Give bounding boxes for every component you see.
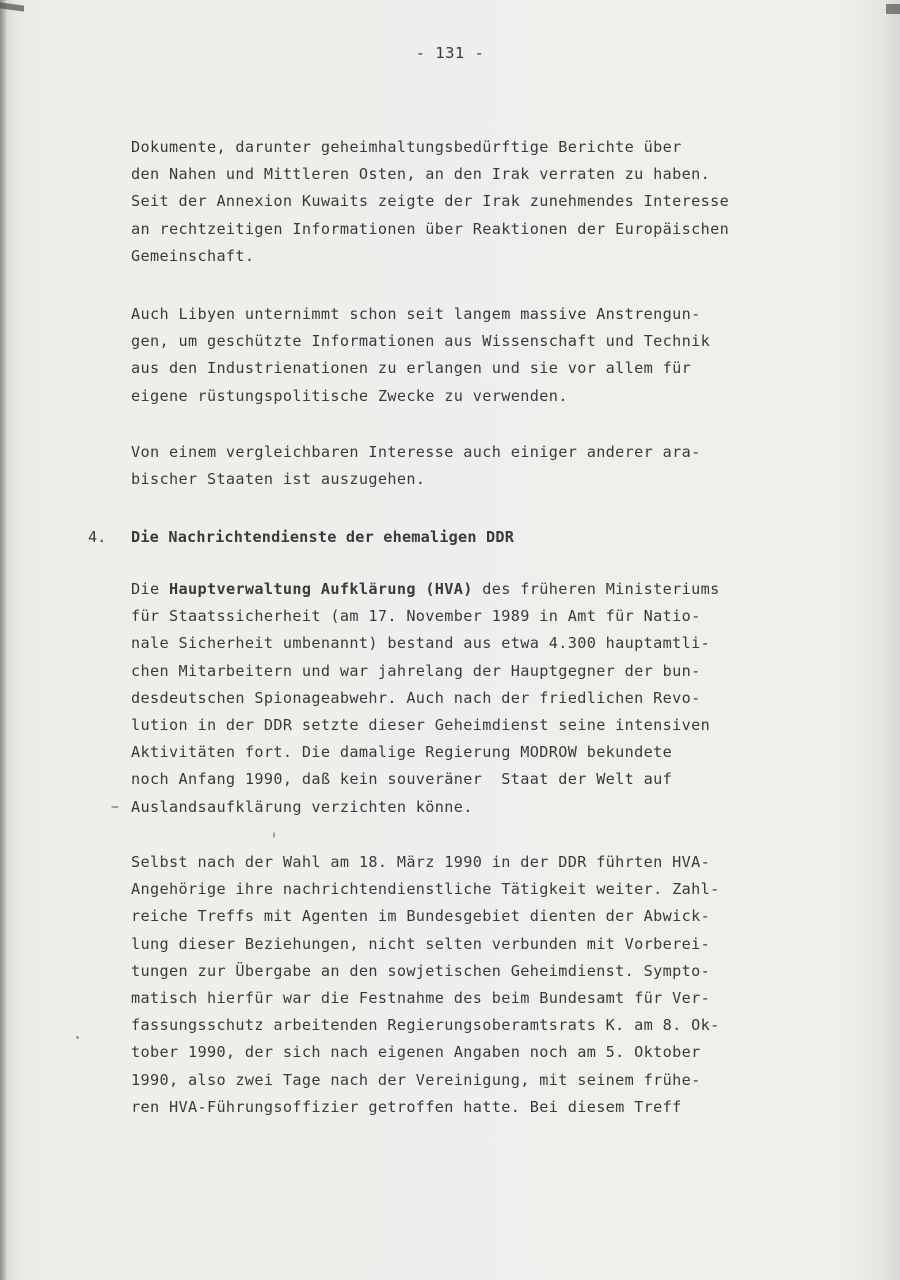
text-line: reiche Treffs mit Agenten im Bundesgebiet dienten der Abwick- — [131, 907, 711, 926]
text-line: eigene rüstungspolitische Zwecke zu verwenden. — [131, 386, 568, 405]
text-line: Selbst nach der Wahl am 18. März 1990 in der DDR führten HVA- — [131, 853, 711, 871]
text-line: den Nahen und Mittleren Osten, an den Irak verraten zu haben. — [131, 165, 711, 184]
text-line: Gemeinschaft. — [131, 246, 255, 265]
text-line: aus den Industrienationen zu erlangen und sie vor allem für — [131, 359, 692, 378]
text-line: 1990, also zwei Tage nach der Vereinigung, mit seinem frühe- — [131, 1070, 701, 1089]
text-line: gen, um geschützte Informationen aus Wissenschaft und Technik — [131, 332, 711, 351]
text-line: lung dieser Beziehungen, nicht selten verbunden mit Vorberei- — [131, 934, 711, 953]
text-line: tungen zur Übergabe an den sowjetischen Geheimdienst. Sympto- — [131, 961, 711, 980]
text-line: Auch Libyen unternimmt schon seit langem massive Anstrengun- — [131, 305, 701, 323]
text-line: für Staatssicherheit (am 17. November 1989 in Amt für Natio- — [131, 607, 701, 626]
text-line: Von einem vergleichbaren Interesse auch einiger anderer ara- — [131, 443, 701, 461]
scan-speck — [76, 1036, 79, 1039]
page-number: - 131 - — [415, 44, 485, 62]
section-paragraph-1 — [131, 576, 831, 821]
text-line: ren HVA-Führungsoffizier getroffen hatte. Bei diesem Treff — [131, 1097, 682, 1116]
text-line: noch Anfang 1990, daß kein souveräner Staat der Welt auf — [131, 770, 673, 789]
scan-speck — [273, 832, 275, 838]
text-line: matisch hierfür war die Festnahme des beim Bundesamt für Ver- — [131, 989, 711, 1008]
paragraph-2 — [131, 301, 831, 410]
text-line: desdeutschen Spionageabwehr. Auch nach der friedlichen Revo- — [131, 688, 701, 707]
page-left-edge — [0, 0, 6, 1280]
text-line: tober 1990, der sich nach eigenen Angaben noch am 5. Oktober — [131, 1043, 701, 1062]
scan-corner-mark-right — [886, 4, 900, 14]
scan-speck — [111, 806, 119, 808]
paragraph-3 — [131, 439, 831, 493]
first-line — [131, 580, 720, 598]
text-line: an rechtzeitigen Informationen über Reaktionen der Europäischen — [131, 219, 730, 238]
section-paragraph-2 — [131, 849, 831, 1121]
section-number: 4. — [88, 528, 107, 546]
bold-term: Hauptverwaltung Aufklärung (HVA) — [168, 580, 473, 598]
text-line: bischer Staaten ist auszugehen. — [131, 470, 426, 489]
text-line: Dokumente, darunter geheimhaltungsbedürftige Berichte über — [131, 138, 682, 156]
text-line: Aktivitäten fort. Die damalige Regierung MODROW bekundete — [131, 743, 673, 762]
text-line: Seit der Annexion Kuwaits zeigte der Irak zunehmendes Interesse — [131, 192, 730, 211]
text-line: lution in der DDR setzte dieser Geheimdienst seine intensiven — [131, 716, 711, 735]
text-line: Angehörige ihre nachrichtendienstliche Tätigkeit weiter. Zahl- — [131, 880, 720, 899]
text-fragment: des früheren Ministeriums — [472, 580, 720, 598]
section-title: Die Nachrichtendienste der ehemaligen DDR — [131, 528, 515, 546]
text-line: fassungsschutz arbeitenden Regierungsoberamtsrats K. am 8. Ok- — [131, 1016, 720, 1035]
text-line: Auslandsaufklärung verzichten könne. — [131, 797, 473, 816]
text-line: nale Sicherheit umbenannt) bestand aus etwa 4.300 hauptamtli- — [131, 634, 711, 653]
paragraph-1 — [131, 134, 831, 270]
text-line: chen Mitarbeitern und war jahrelang der Hauptgegner der bun- — [131, 661, 701, 680]
text-fragment: Die — [131, 580, 169, 598]
